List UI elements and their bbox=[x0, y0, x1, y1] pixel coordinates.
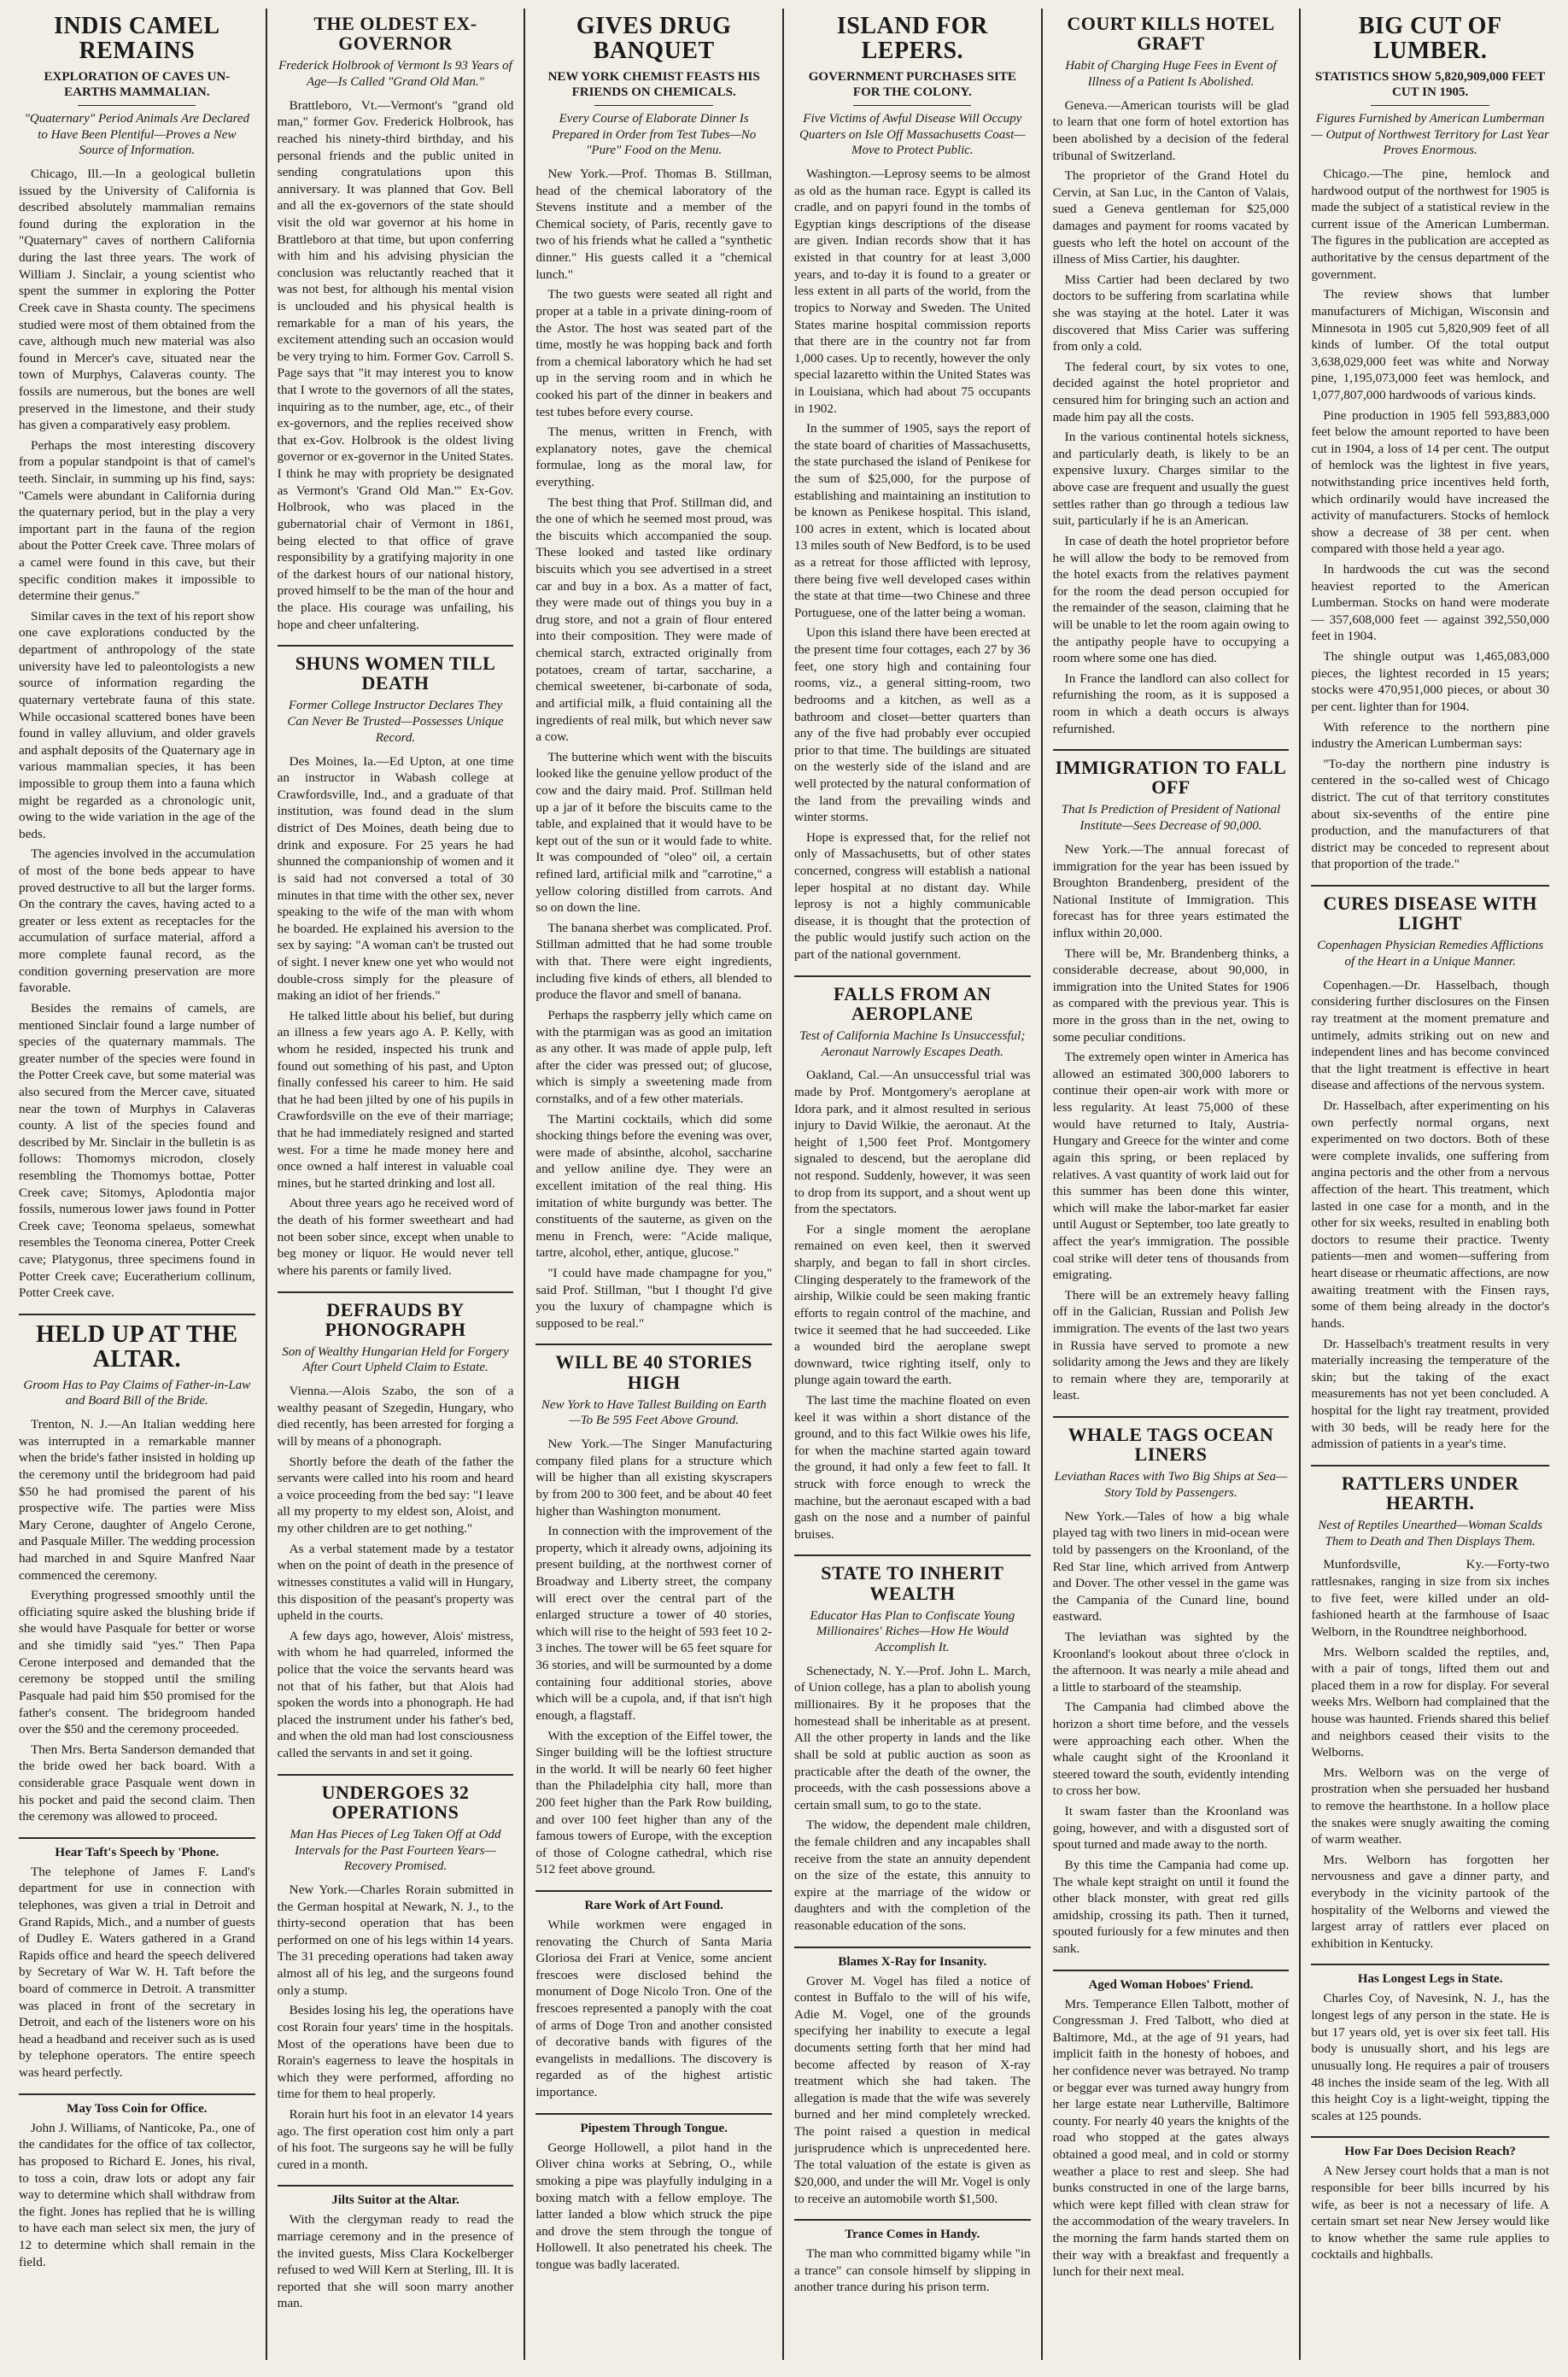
paragraph: He talked little about his belief, but during an illness a few years ago A. P. Kelly, with whom he resided, inspected his trunk and found out something of his past, and Upton finally confessed his career to him. He said that he had been jilted by one of his pupils in Crawfordsville on the eve of their marriage; that he had immediately resigned and started west. For a time he made money here and once owned a half interest in valuable coal mines, but he started drinking and lost all. bbox=[277, 1008, 514, 1191]
article bbox=[535, 14, 772, 1332]
headline: Has Longest Legs in State. bbox=[1357, 1972, 1503, 1987]
article-body bbox=[1311, 166, 1549, 873]
deck: "Quaternary" Period Animals Are Declared to Have Been Plentiful—Proves a New Source of Information. bbox=[24, 111, 250, 158]
paragraph: The best thing that Prof. Stillman did, and the one of which he seemed most proud, was the biscuits which accompanied the soup. These looked and tasted like ordinary biscuits which you see advertised in a street car and buy in a box. As a matter of fact, they were made out of things you buy in a drug store, and not a grain of flour entered into their composition. They were made of chemical starch, extracted originally from potatoes, cream of tartar, saccharine, a chemical sweetener, bi-carbonate of soda, and artificial milk, a fluid containing all the ingredients of real milk, but which never saw a cow. bbox=[535, 495, 772, 745]
rule bbox=[594, 105, 712, 106]
deck: Man Has Pieces of Leg Taken Off at Odd Intervals for the Past Fourteen Years—Recovery Promised. bbox=[290, 1827, 501, 1874]
headline: DEFRAUDS BY PHONOGRAPH bbox=[325, 1298, 466, 1340]
article-separator bbox=[794, 2219, 1031, 2221]
subheadline: STATISTICS SHOW 5,820,909,000 FEET CUT IN 1905. bbox=[1315, 69, 1546, 99]
paragraph: The butterine which went with the biscuits looked like the genuine yellow product of the cow and the dairy maid. Prof. Stillman held up a jar of it before the biscuits came to the table, and explained that it would have to be kept out of the sun or it would fade to white. It was compounded of "oleo" oil, a certain refined lard, artificial milk and "carrotine," a yellow coloring distilled from carrots. And so on down the line. bbox=[535, 749, 772, 916]
paragraph: Mrs. Temperance Ellen Talbott, mother of Congressman J. Fred Talbott, who died at Baltimore, Md., at the age of 91 years, had implicit faith in the honesty of hoboes, and her confidence never was betrayed. No tramp or beggar ever was turned away hungry from her large estate near Lutherville, Baltimore county. For nearly 40 years the knights of the road who stopped at the gates always obtained a good meal, and in cold or stormy weather a place to rest and sleep. She had bunks constructed in one of the large barns, which were kept filled with clean straw for the accommodation of the weary travelers. In the morning the farm hands started them on their way with a breakfast and frequently a lunch for their next meal. bbox=[1052, 1996, 1290, 2280]
article-body bbox=[535, 1917, 772, 2101]
paragraph: Perhaps the raspberry jelly which came on with the ptarmigan was as good an imitation as any other. It was made of apple pulp, left after the cider was pressed out; of glucose, which is simply a sweetening made from cornstalks, and of a few other materials. bbox=[535, 1007, 772, 1106]
paragraph: Dr. Hasselbach's treatment results in very materially increasing the temperature of the skin; but the taking of the exact measurements has not yet been concluded. A hospital for the light ray treatment, provided with 30 beds, will be ready here for the admission of patients in a year's time. bbox=[1311, 1336, 1549, 1452]
deck: That Is Prediction of President of National Institute—Sees Decrease of 90,000. bbox=[1061, 803, 1281, 834]
headline: RATTLERS UNDER HEARTH. bbox=[1341, 1472, 1519, 1513]
deck: Copenhagen Physician Remedies Afflictions of the Heart in a Unique Manner. bbox=[1317, 939, 1544, 969]
article bbox=[794, 2219, 1031, 2296]
article-separator bbox=[19, 1314, 255, 1315]
column-3 bbox=[525, 9, 784, 2360]
deck: Son of Wealthy Hungarian Held for Forgery After Court Upheld Claim to Estate. bbox=[282, 1344, 509, 1375]
paragraph: The agencies involved in the accumulation of most of the bone beds appear to have proved destructive to all but the larger forms. On the contrary the caves, having acted to a greater or less extent as receptacles for the accumulation of surface material, afford a more complete faunal record, as the condition governing preservation are more favorable. bbox=[19, 846, 255, 996]
paragraph: As a verbal statement made by a testator when on the point of death in the presence of witnesses constitutes a valid will in Hungary, this disposition of the peasant's property was upheld in the courts. bbox=[277, 1541, 514, 1624]
headline: WILL BE 40 STORIES HIGH bbox=[555, 1351, 752, 1393]
paragraph: The shingle output was 1,465,083,000 pieces, the lightest recorded in 15 years; stocks were 470,951,000 pieces, or about 30 per cent. lighter than for 1904. bbox=[1311, 649, 1549, 714]
article-separator bbox=[1311, 885, 1549, 887]
paragraph: The banana sherbet was complicated. Prof. Stillman admitted that he had some trouble with that. There were eight ingredients, including five kinds of ethers, all blended to produce the flavor and smell of banana. bbox=[535, 920, 772, 1003]
article-separator bbox=[535, 1344, 772, 1345]
article-body bbox=[1053, 97, 1290, 738]
headline: SHUNS WOMEN TILL DEATH bbox=[295, 653, 496, 694]
paragraph: The extremely open winter in America has allowed an estimated 300,000 laborers to continue their open-air work with more or less regularity. At least 75,000 of these would have returned to Italy, Austria-Hungary and Greece for the winter and come again this spring, or been replaced by relatives. A vast quantity of work laid out for this summer has been done this winter, which will make the labor-market far easier until August or September, too late greatly to affect the year's immigration. The possible coal strike will deter tens of thousands from emigrating. bbox=[1052, 1050, 1290, 1283]
article-body bbox=[278, 1383, 514, 1761]
paragraph: Trenton, N. J.—An Italian wedding here was interrupted in a remarkable manner when the bride's father insisted in holding up the ceremony until the bridegroom had paid $50 he had promised the parent of his prospective wife. The parties were Miss Mary Cerone, daughter of Angelo Cerone, and Pasquale Miller. The wedding procession had marched in and Squire Manfred Naar commenced the ceremony. bbox=[19, 1417, 255, 1583]
newspaper-page bbox=[9, 9, 1559, 2360]
paragraph: Mrs. Welborn has forgotten her nervousness and gave a dinner party, and everybody in the vicinity partook of the hospitality of the Welborns and viewed the largest array of rattlers ever placed on exhibition in Kentucky. bbox=[1311, 1852, 1549, 1951]
paragraph: Chicago.—The pine, hemlock and hardwood output of the northwest for 1905 is made the subject of a statistical review in the current issue of the American Lumberman. The figures in the publication are accepted as authoritative by the census department of the government. bbox=[1311, 167, 1549, 282]
paragraph: Dr. Hasselbach, after experimenting on his own perfectly normal organs, next experimented on two doctors. Both of these were complete invalids, one suffering from angina pectoris and the other from a nervous affection of the heart. This treatment, which lasted in one case for a month, and in the other for six weeks, resulted in enabling both doctors to resume their practice. Twenty patients—men and women—suffering from heart disease or rheumatic affections, are now awaiting treatment with the Finsen rays, some of them being already in the doctor's hands. bbox=[1311, 1098, 1549, 1331]
headline: INDIS CAMEL REMAINS bbox=[54, 13, 220, 65]
headline: UNDERGOES 32 OPERATIONS bbox=[321, 1781, 470, 1823]
article-body bbox=[535, 1436, 772, 1878]
paragraph: Besides losing his leg, the operations have cost Rorain four years' time in the hospitals. Most of the operations have been due to Rorain's eagerness to leave the hospitals in which they were performed, affording no time for them to heal properly. bbox=[277, 2003, 514, 2102]
paragraph: New York.—Tales of how a big whale played tag with two liners in mid-ocean were told by passengers on the Kroonland, of the Red Star line, which arrived from Antwerp and Dover. The other vessel in the game was the Campania of the Cunard line, bound eastward. bbox=[1052, 1508, 1290, 1625]
article bbox=[278, 2185, 514, 2312]
deck: Every Course of Elaborate Dinner Is Prepared in Order from Test Tubes—No "Pure" Food on the Menu. bbox=[551, 111, 757, 158]
paragraph: John J. Williams, of Nanticoke, Pa., one of the candidates for the office of tax collector, has proposed to Richard E. Jones, his rival, to toss a coin, draw lots or adopt any fair way to determine which shall withdraw from the fight. Jones has replied that he is willing to have each man select six men, the jury of 12 to determine which shall remain in the field. bbox=[19, 2120, 255, 2269]
paragraph: In hardwoods the cut was the second heaviest reported to the American Lumberman. Stocks on hand were moderate — 357,608,000 feet — against 392,550,000 feet in 1904. bbox=[1311, 562, 1549, 644]
column-4 bbox=[784, 9, 1043, 2360]
paragraph: Upon this island there have been erected at the present time four cottages, each 27 by 36 feet, one story high and containing four rooms, viz., a general sitting-room, two bedrooms and a kitchen, as well as a bathroom and closet—better quarters than any of the five had probably ever occupied prior to that time. The buildings are situated on the westerly side of the island and are well protected by the natural conformation of the land from the prevailing winds and winter storms. bbox=[793, 625, 1031, 825]
article-body bbox=[1053, 841, 1290, 1404]
paragraph: With the exception of the Eiffel tower, the Singer building will be the loftiest structure in the world. It will be nearly 60 feet higher than the Philadelphia city hall, more than 200 feet higher than the Park Row building, and over 100 feet higher than any of the famous towers of Europe, with the exception of those of Cologne cathedral, which rise 512 feet above ground. bbox=[535, 1728, 772, 1877]
headline: Rare Work of Art Found. bbox=[584, 1899, 723, 1912]
paragraph: The menus, written in French, with explanatory notes, gave the chemical formulae, long as the moral law, for everything. bbox=[535, 424, 772, 489]
paragraph: Copenhagen.—Dr. Hasselbach, though considering further disclosures on the Finsen ray treatment at the moment premature and untimely, admits striking out on new and independent lines and has become convinced that the light treatment is effective in heart disease and affections of the nervous system. bbox=[1311, 977, 1549, 1093]
headline: GIVES DRUG BANQUET bbox=[576, 13, 732, 65]
paragraph: Mrs. Welborn scalded the reptiles, and, with a pair of tongs, lifted them out and placed them in a row for display. For several weeks Mrs. Welborn had complained that the house was haunted. Friends shared this belief and neighbors ceased their visits to the Welborns. bbox=[1311, 1644, 1549, 1760]
deck: Habit of Charging Huge Fees in Event of Illness of a Patient Is Abolished. bbox=[1065, 59, 1277, 89]
deck: Educator Has Plan to Confiscate Young Millionaires' Riches—How He Would Accomplish It. bbox=[810, 1608, 1015, 1655]
article bbox=[794, 975, 1031, 1543]
article bbox=[19, 1314, 255, 1825]
article bbox=[794, 14, 1031, 963]
paragraph: Geneva.—American tourists will be glad to learn that one form of hotel extortion has been abolished by a decision of the federal tribunal of Switzerland. bbox=[1052, 97, 1290, 163]
subheadline: NEW YORK CHEMIST FEASTS HIS FRIENDS ON CHEMICALS. bbox=[547, 69, 760, 99]
deck: Five Victims of Awful Disease Will Occupy Quarters on Isle Off Massachusetts Coast—Move to Protect Public. bbox=[799, 111, 1026, 158]
headline: CURES DISEASE WITH LIGHT bbox=[1323, 893, 1537, 934]
article-separator bbox=[278, 2185, 514, 2187]
article bbox=[535, 1890, 772, 2101]
article-separator bbox=[794, 1554, 1031, 1556]
article-separator bbox=[278, 1291, 514, 1293]
article bbox=[1053, 749, 1290, 1404]
headline: STATE TO INHERIT WEALTH bbox=[821, 1562, 1004, 1604]
paragraph: For a single moment the aeroplane remained on even keel, then it swerved sharply, and began to fall in short circles. Clinging desperately to the framework of the airship, Wilkie could be seen making frantic efforts to regain control of the machine, and twice it seemed that he had succeeded. Like a wounded bird the aeroplane swept downward, twice righting itself, only to plunge again toward the earth. bbox=[793, 1221, 1031, 1388]
headline: Pipestem Through Tongue. bbox=[580, 2121, 728, 2135]
paragraph: Shortly before the death of the father the servants were called into his room and heard a voice proceeding from the bed say: "I leave all my property to my eldest son, Aloist, and my other children are to get nothing." bbox=[277, 1454, 514, 1537]
paragraph: In France the landlord can also collect for refurnishing the room, as it is supposed a room in which a death occurs is always refurnished. bbox=[1052, 670, 1290, 736]
paragraph: There will be, Mr. Brandenberg thinks, a considerable decrease, about 90,000, in immigration into the United States for 1906 as compared with the previous year. This is more in the gross than in the net, owing to some peculiar conditions. bbox=[1052, 946, 1290, 1045]
article bbox=[278, 645, 514, 1279]
subheadline: EXPLORATION OF CAVES UN-EARTHS MAMMALIAN. bbox=[44, 69, 231, 99]
paragraph: Everything progressed smoothly until the officiating squire asked the blushing bride if she would have Pasquale for better or worse and she timidly said "yes." Then Papa Cerone interposed and demanded that the ceremony be stopped until the smiling Pasquale had paid him $50 promised for the father's consent. The bridegroom handed over the $50 and the ceremony proceeded. bbox=[19, 1588, 255, 1737]
paragraph: Munfordsville, Ky.—Forty-two rattlesnakes, ranging in size from six inches to five feet, were killed under an old-fashioned hearth at the farmhouse of Isaac Welborn, in the Roundtree neighborhood. bbox=[1311, 1557, 1549, 1639]
paragraph: There will be an extremely heavy falling off in the Galician, Russian and Polish Jew immigration. The events of the last two years in Russia have served to promote a new solidarity among the Jews and they are likely to remain where they are, temporarily at least. bbox=[1052, 1287, 1290, 1403]
paragraph: With reference to the northern pine industry the American Lumberman says: bbox=[1311, 719, 1549, 752]
paragraph: In the various continental hotels sickness, and particularly death, is likely to be an expensive luxury. Charges similar to the above case are frequent and usually the guest settles rather than go through a tedious law suit, particularly if he is an American. bbox=[1052, 430, 1290, 529]
article-body bbox=[19, 1416, 255, 1825]
paragraph: The man who committed bigamy while "in a trance" can console himself by slipping in another trance during his prison term. bbox=[793, 2246, 1031, 2295]
headline: Trance Comes in Handy. bbox=[845, 2228, 980, 2242]
paragraph: Perhaps the most interesting discovery from a popular standpoint is that of camel's teeth. Sinclair, in summing up his find, says: "Camels were abundant in California during the quaternary period, but in the play a very important part in the fauna of the region about the Potter Creek cave. Three molars of a camel were found in this cave, but their specific condition makes it impossible to determine their genus." bbox=[19, 437, 255, 604]
paragraph: The widow, the dependent male children, the female children and any incapables shall receive from the state an annuity dependent on the size of the estate, this annuity to expire at the marriage of the widow or daughters and with the completion of the reasonable education of the sons. bbox=[793, 1818, 1031, 1933]
article bbox=[278, 14, 514, 633]
subheadline: GOVERNMENT PURCHASES SITE FOR THE COLONY. bbox=[808, 69, 1016, 99]
paragraph: Rorain hurt his foot in an elevator 14 years ago. The first operation cost him only a part of his foot. The surgeons say he will be fully cured in a month. bbox=[277, 2106, 514, 2172]
column-6 bbox=[1301, 9, 1559, 2360]
paragraph: The two guests were seated all right and proper at a table in a private dining-room of the Astor. The host was seated part of the time, mostly he was hopping back and forth from a chemical laboratory which he had set up in the serving room and in which he cooked his part of the dinner in beakers and test tubes before every course. bbox=[535, 287, 772, 419]
paragraph: About three years ago he received word of the death of his former sweetheart and had not been sober since, except when unable to beg money or liquor. He would never tell where his parents or family lived. bbox=[277, 1196, 514, 1278]
article bbox=[1053, 1416, 1290, 1958]
paragraph: In the summer of 1905, says the report of the state board of charities of Massachusetts, the state purchased the island of Penikese for the sum of $25,000, for the purpose of establishing and maintaining an institution to be known as Penikese hospital. This island, 100 acres in extent, which is located about 13 miles south of New Bedford, is to be used as a retreat for those afflicted with leprosy, there being five well developed cases within the state at that time—two Chinese and three Portuguese, one of the latter being a woman. bbox=[793, 421, 1031, 620]
paragraph: Similar caves in the text of his report show one cave explorations conducted by the department of anthropology of the state university have led to paleontologists a new source of information regarding the quaternary vertebrate fauna of this state. While occasional scattered bones have been found in valley alluvium, and older gravels and asphalt deposits of the Quaternary age in various mammalian species, it has been impossible to group them into a fauna which might be regarded as a chronologic unit, owing to the wide variation in the age of the beds. bbox=[19, 608, 255, 841]
article-separator bbox=[278, 1774, 514, 1776]
article-separator bbox=[535, 2113, 772, 2115]
paragraph: Hope is expressed that, for the relief not only of Massachusetts, but of other states concerned, congress will establish a national leper hospital at no distant day. While leprosy is not a highly communicable disease, it is thought that the protection of the public would justify such action on the part of the national government. bbox=[793, 829, 1031, 963]
article bbox=[1311, 1964, 1549, 2124]
deck: Figures Furnished by American Lumberman — Output of Northwest Territory for Last Year Proves Enormous. bbox=[1311, 111, 1549, 158]
article-body bbox=[794, 2245, 1031, 2296]
article-separator bbox=[19, 2093, 255, 2095]
article-body bbox=[1053, 1996, 1290, 2280]
headline: FALLS FROM AN AEROPLANE bbox=[834, 982, 992, 1024]
article bbox=[278, 1774, 514, 2174]
article-body bbox=[278, 753, 514, 1279]
article-body bbox=[278, 97, 514, 634]
article-separator bbox=[1053, 1416, 1290, 1418]
headline: HELD UP AT THE ALTAR. bbox=[36, 1320, 238, 1373]
rule bbox=[78, 105, 196, 106]
article-body bbox=[1311, 977, 1549, 1453]
paragraph: A New Jersey court holds that a man is not responsible for beer bills incurred by his wife, as beer is not a necessary of life. A certain smart set near New Jersey would like to know whether the same rule applies to cocktails and highballs. bbox=[1311, 2163, 1549, 2263]
article-body bbox=[794, 1663, 1031, 1935]
headline: May Toss Coin for Office. bbox=[67, 2101, 208, 2116]
article bbox=[794, 1554, 1031, 1934]
paragraph: New York.—The Singer Manufacturing company filed plans for a structure which will be higher than all existing skyscrapers by from 200 to 300 feet, and be about 40 feet higher than Washington monument. bbox=[535, 1437, 772, 1519]
article-separator bbox=[1311, 1964, 1549, 1965]
article-separator bbox=[794, 1947, 1031, 1948]
article-separator bbox=[19, 1837, 255, 1839]
rule bbox=[1371, 105, 1489, 106]
article-body bbox=[535, 2140, 772, 2274]
paragraph: The telephone of James F. Land's department for use in connection with telephones, was given a trial in Detroit and Grand Rapids, Mich., and a number of guests of Dudley E. Waters gathered in a Grand Rapids office and heard the speech delivered by Secretary of War W. H. Taft before the board of commerce in Detroit. A transmitter was placed in front of the secretary in Detroit, and each of the listeners wore on his head a headband and receiver such as is used by telephone operators. The entire speech was heard perfectly. bbox=[19, 1864, 255, 2081]
article-separator bbox=[535, 1890, 772, 1892]
article bbox=[1311, 1465, 1549, 1953]
article-body bbox=[19, 166, 255, 1302]
headline: IMMIGRATION TO FALL OFF bbox=[1055, 757, 1287, 799]
headline: Blames X-Ray for Insanity. bbox=[838, 1954, 987, 1969]
deck: New York to Have Tallest Building on Earth—To Be 595 Feet Above Ground. bbox=[541, 1397, 767, 1428]
headline: ISLAND FOR LEPERS. bbox=[836, 13, 988, 65]
article-separator bbox=[1053, 749, 1290, 751]
paragraph: By this time the Campania had come up. The whale kept straight on until it found the other black monster, with great red gills amidship, crossing its path. Then it turned, spouted furiously for a few minutes and then sank. bbox=[1052, 1857, 1290, 1956]
paragraph: Brattleboro, Vt.—Vermont's "grand old man," former Gov. Frederick Holbrook, has reached his ninety-third birthday, and his personal friends and the public united in sending congratulations upon this anniversary. It was planned that Gov. Bell and all the ex-governors of the state should visit the old war governor at his home in Brattleboro at that time, but upon conferring with him and his advising physician the conclusion was reluctantly reached that it was not best, for although his mental vision is unclouded and his physical health is remarkable for a man of his years, the excitement attending such an occasion would be very trying to him. Former Gov. Carroll S. Page says that "it may interest you to know that I wrote to the governors of all the states, inquiring as to the number, age, etc., of their ex-governors, and the replies received show that ex-Gov. Holbrook is the oldest living governor or ex-governor in the United States. I think he may with propriety be designated as Vermont's 'Grand Old Man.'" Ex-Gov. Holbrook, who was placed in the gubernatorial chair of Vermont in 1861, being elected to that office of grave responsibility by a gratifying majority in one of the darkest hours of our national history, proved himself to be the man of the hour and the place. His courage was unfailing, his hope and cheer unfaltering. bbox=[277, 97, 514, 632]
article-separator bbox=[794, 975, 1031, 977]
paragraph: Chicago, Ill.—In a geological bulletin issued by the University of California is described absolutely mammalian remains found during the exploration in the "Quaternary" caves of northern California during the last three years. The work of William J. Sinclair, a young scientist who spent the summer in exploring the Potter Creek cave in Shasta county. The specimens studied were most of them obtained from the cave, although much new material was also found in Mercer's cave, situated near the town of Murphys, Calaveras county. The fossils are numerous, but the bones are well preserved in the limestone, and their study has given a comparatively easy problem. bbox=[19, 167, 255, 433]
paragraph: "To-day the northern pine industry is centered in the so-called west of Chicago district. The cut of that territory constitutes about six-sevenths of the entire pine production, and the manufacturers of that district may be conceded to represent about that proportion of the trade." bbox=[1311, 756, 1549, 872]
column-1 bbox=[9, 9, 267, 2360]
paragraph: Washington.—Leprosy seems to be almost as old as the human race. Egypt is called its cradle, and on papyri found in the tombs of Egyptian kings descriptions of the disease are given. Indian records show that it has existed in that country for at least 3,000 years, and to-day it is found to a greater or less extent in all parts of the world, from the tropics to Norway and Sweden. The United States marine hospital commission reports that there are in the country not far from 1,000 cases. Up to recently, however the only special lazaretto within the United States was in Louisiana, which had about 75 occupants in 1902. bbox=[793, 167, 1031, 416]
article-body bbox=[19, 2120, 255, 2270]
article-body bbox=[794, 1973, 1031, 2208]
paragraph: The last time the machine floated on even keel it was within a short distance of the ground, and to this fact Wilkie owes his life, for when the machine started again toward the ground, it had only a few feet to fall. It struck with force enough to wreck the machine, but the aeronaut escaped with a bad gash on the nose and a number of painful bruises. bbox=[793, 1392, 1031, 1542]
article-body bbox=[1053, 1508, 1290, 1958]
headline: Aged Woman Hoboes' Friend. bbox=[1088, 1977, 1254, 1992]
headline: BIG CUT OF LUMBER. bbox=[1358, 13, 1502, 65]
article-separator bbox=[1311, 2136, 1549, 2138]
paragraph: The proprietor of the Grand Hotel du Cervin, at San Luc, in the Canton of Valais, sued a Geneva gentleman for $25,000 damages and payment for rooms vacated by guests who left the hotel on account of the illness of Miss Cartier, his daughter. bbox=[1052, 168, 1290, 267]
paragraph: The Campania had climbed above the horizon a short time before, and the vessels were approaching each other. When the whale caught sight of the Kroonland it steered toward the south, evidently intending to cross her bow. bbox=[1052, 1700, 1290, 1799]
article-body bbox=[1311, 2163, 1549, 2263]
article bbox=[1053, 1970, 1290, 2280]
column-5 bbox=[1043, 9, 1302, 2360]
paragraph: New York.—Prof. Thomas B. Stillman, head of the chemical laboratory of the Stevens institute and a member of the Chemical society, of Paris, recently gave to two of his friends what he called a "synthetic dinner." His guests called it a "chemical lunch." bbox=[535, 167, 772, 282]
paragraph: While workmen were engaged in renovating the Church of Santa Maria Gloriosa dei Frari at Venice, some ancient frescoes were disclosed behind the monument of Doge Nicolo Tron. One of the frescoes represented a panoply with the coat of arms of Doge Tron and another consisted of decorative bands with figures of the evangelists in medallions. The discovery is regarded as of the highest artistic importance. bbox=[535, 1917, 772, 2100]
paragraph: Des Moines, Ia.—Ed Upton, at one time an instructor in Wabash college at Crawfordsville, Ind., and a graduate of that institution, was found dead in the slum district of Des Moines, death being due to drink and exposure. For 25 years he had shunned the companionship of women and it is said had not conversed a total of 30 minutes in that time with the other sex, never speaking to the wife of the man with whom he boarded. He explained his aversion to the sex by saying: "A woman can't be trusted out of sight. I never knew one yet who would not double-cross simply for the pleasure of making an idiot of her friends." bbox=[277, 753, 514, 1004]
column-2 bbox=[267, 9, 526, 2360]
deck: Frederick Holbrook of Vermont Is 93 Years of Age—Is Called "Grand Old Man." bbox=[278, 59, 512, 89]
headline: THE OLDEST EX-GOVERNOR bbox=[313, 13, 477, 55]
deck: Test of California Machine Is Unsuccessful; Aeronaut Narrowly Escapes Death. bbox=[799, 1028, 1026, 1059]
paragraph: Mrs. Welborn was on the verge of prostration when she persuaded her husband to remove the hearthstone. In a hollow place the snakes were snugly awaiting the coming of warm weather. bbox=[1311, 1765, 1549, 1847]
paragraph: A few days ago, however, Alois' mistress, with whom he had quarreled, informed the police that the voice the servants heard was not that of his father, but that Alois had spoken the words into a phonograph. He had placed the instrument under his father's bed, and when the old man had lost consciousness called the servants in and set it going. bbox=[277, 1628, 514, 1760]
article-body bbox=[278, 2211, 514, 2312]
article bbox=[19, 14, 255, 1302]
paragraph: In case of death the hotel proprietor before he will allow the body to be removed from the hotel exacts from the relatives payment for the room the dead person occupied for the remainder of the season, claiming that he will be unable to let the room again owing to the antipathy people have to occupying a room where some one has died. bbox=[1052, 533, 1290, 666]
headline: Jilts Suitor at the Altar. bbox=[331, 2193, 459, 2208]
paragraph: It swam faster than the Kroonland was going, however, and with a disgusted sort of spout turned and made away to the north. bbox=[1052, 1804, 1290, 1853]
article-body bbox=[1311, 1990, 1549, 2124]
paragraph: With the clergyman ready to read the marriage ceremony and in the presence of the invited guests, Miss Clara Kockelberger refused to wed Will Kern at Sterling, Ill. It is reported that she will soon marry another man. bbox=[277, 2212, 514, 2311]
article bbox=[535, 1344, 772, 1878]
deck: Groom Has to Pay Claims of Father-in-Law and Board Bill of the Bride. bbox=[23, 1378, 251, 1408]
paragraph: Schenectady, N. Y.—Prof. John L. March, of Union college, has a plan to abolish young millionaires. By it he proposes that the homestead shall be inheritable as at present. All the other property in lands and the like shall be sold at public auction as soon as practicable after the death of the owner, the proceeds, with the cash possessions above a certain small sum, to go to the state. bbox=[793, 1663, 1031, 1812]
paragraph: The review shows that lumber manufacturers of Michigan, Wisconsin and Minnesota in 1905 cut 5,820,909 feet of all kinds of lumber. Of the total output 3,638,029,000 feet was white and Norway pine, 1,195,073,000 feet was hemlock, and 1,077,807,000 hardwoods of various kinds. bbox=[1311, 287, 1549, 402]
article bbox=[1053, 14, 1290, 737]
deck: Leviathan Races with Two Big Ships at Sea—Story Told by Passengers. bbox=[1054, 1470, 1288, 1500]
article-separator bbox=[1053, 1970, 1290, 1971]
paragraph: New York.—Charles Rorain submitted in the German hospital at Newark, N. J., to the thirty-second operation that has been performed on one of his legs within 14 years. The 31 preceding operations had taken away almost all of his leg, and the surgeons found only a stump. bbox=[277, 1882, 514, 1998]
article-body bbox=[794, 1067, 1031, 1543]
paragraph: George Hollowell, a pilot hand in the Oliver china works at Sebring, O., while smoking a pipe was playfully indulging in a boxing match with a fellow employe. The latter landed a blow which struck the pipe and drove the stem through the tongue of Hollowell. It also penetrated his cheek. The tongue was badly lacerated. bbox=[535, 2140, 772, 2272]
paragraph: Grover M. Vogel has filed a notice of contest in Buffalo to the will of his wife, Adie M. Vogel, one of the grounds specifying her inability to execute a legal documents setting forth that her mind had become affected by reason of X-ray treatment which she had taken. The allegation is made that the wife was severely burned and her mind completely wrecked. The point raised a question in medical jurisprudence which is unprecedented here. The total valuation of the estate is given as $20,000, and under the will Mr. Vogel is only to receive an automobile worth $1,500. bbox=[793, 1973, 1031, 2206]
paragraph: The Martini cocktails, which did some shocking things before the evening was over, were made of absinthe, alcohol, saccharine and yellow aniline dye. They were an excellent imitation of the real thing. His imitation of white burgundy was better. The constituents of the sauterne, as given on the menu in French, were: "Acide malique, tartre, alcohol, ether, antique, glucose." bbox=[535, 1111, 772, 1261]
article bbox=[19, 2093, 255, 2270]
paragraph: "I could have made champagne for you," said Prof. Stillman, "but I thought I'd give you the luxury of champagne which is supposed to be real." bbox=[535, 1266, 772, 1331]
paragraph: Charles Coy, of Navesink, N. J., has the longest legs of any person in the state. He is but 17 years old, yet is over six feet tall. His body is unusually short, and his legs are unusually long. He requires a pair of trousers 48 inches the inside seam of the leg. With all this height Coy is a light-weight, tipping the scales at 125 pounds. bbox=[1311, 1991, 1549, 2123]
paragraph: New York.—The annual forecast of immigration for the year has been issued by Broughton Brandenberg, president of the National Institute of Immigration. This forecast has for three years estimated the influx within 20,000. bbox=[1052, 841, 1290, 940]
paragraph: Pine production in 1905 fell 593,883,000 feet below the amount reported to have been cut in 1904, a loss of 14 per cent. The output of hemlock was the lightest in five years, notwithstanding price incentives held forth, which ordinarily would have increased the activity of manufacturers. Stocks of hemlock show a decrease of 38 per cent. when compared with those held a year ago. bbox=[1311, 407, 1549, 557]
headline: COURT KILLS HOTEL GRAFT bbox=[1067, 13, 1275, 55]
article bbox=[1311, 14, 1549, 873]
article bbox=[1311, 885, 1549, 1453]
article-body bbox=[794, 166, 1031, 963]
article-separator bbox=[278, 645, 514, 647]
article-body bbox=[278, 1882, 514, 2173]
deck: Nest of Reptiles Unearthed—Woman Scalds Them to Death and Then Displays Them. bbox=[1318, 1518, 1543, 1549]
article bbox=[794, 1947, 1031, 2208]
article-body bbox=[1311, 1556, 1549, 1952]
paragraph: Then Mrs. Berta Sanderson demanded that the bride owed her back board. With a considerable grace Pasquale went down in his pocket and paid the second claim. Then the ceremony was allowed to proceed. bbox=[19, 1742, 255, 1824]
rule bbox=[853, 105, 971, 106]
paragraph: Besides the remains of camels, are mentioned Sinclair found a large number of species of the quaternary mammals. The greater number of the species were found in the Potter Creek cave, but some material was also secured from the Mercer cave, situated near the town of Murphys in Calaveras county. A list of the species found and described by Mr. Sinclair in the bulletin is as follows: Thomomys microdon, closely resembling the Thomomys bottae, Potter Creek cave; Sitomys, Aplodontia major fossils, numerous lower jaws found in Potter Creek cave; Teonoma spelaeus, somewhat resembles the Teonoma cinerea, Potter Creek cave; Platygonus, three specimens found in Potter Creek cave; Euceratherium collinum, Potter Creek cave. bbox=[19, 1000, 255, 1301]
paragraph: Miss Cartier had been declared by two doctors to be suffering from scarlatina while she was staying at the hotel. Later it was discovered that Miss Carier was suffering from only a cold. bbox=[1052, 272, 1290, 354]
headline: Hear Taft's Speech by 'Phone. bbox=[55, 1845, 219, 1859]
article bbox=[1311, 2136, 1549, 2263]
article-body bbox=[19, 1864, 255, 2081]
article bbox=[278, 1291, 514, 1762]
paragraph: Vienna.—Alois Szabo, the son of a wealthy peasant of Szegedin, Hungary, who died recently, has been arrested for forging a will by means of a phonograph. bbox=[277, 1384, 514, 1449]
headline: How Far Does Decision Reach? bbox=[1344, 2145, 1516, 2159]
paragraph: In connection with the improvement of the property, which it already owns, adjoining its present building, at the northwest corner of Broadway and Liberty street, the company will erect over the central part of the enlarged structure a tower of 40 stories, which will rise to the height of 593 feet 10 2-3 inches. The tower will be 65 feet square for 36 stories, and will be surmounted by a dome containing four additional stories, above which will be a cupola, and, if that isn't high enough, a flagstaff. bbox=[535, 1524, 772, 1723]
article-separator bbox=[1311, 1465, 1549, 1467]
paragraph: The federal court, by six votes to one, decided against the hotel proprietor and censured him for bringing such an action and made him pay all the costs. bbox=[1052, 359, 1290, 424]
article-body bbox=[535, 166, 772, 1332]
paragraph: Oakland, Cal.—An unsuccessful trial was made by Prof. Montgomery's aeroplane at Idora park, and it almost resulted in serious injury to David Wilkie, the aeronaut. At the height of 1,500 feet Prof. Montgomery signaled to descend, but the aeroplane did not respond. Suddenly, however, it was seen to drop from its support, and a shout went up from the spectators. bbox=[793, 1068, 1031, 1217]
deck: Former College Instructor Declares They Can Never Be Trusted—Possesses Unique Record. bbox=[287, 699, 504, 745]
headline: WHALE TAGS OCEAN LINERS bbox=[1068, 1424, 1274, 1466]
article bbox=[19, 1837, 255, 2081]
article bbox=[535, 2113, 772, 2274]
paragraph: The leviathan was sighted by the Kroonland's lookout about three o'clock in the afternoon. It was nearly a mile ahead and a little to starboard of the steamship. bbox=[1052, 1629, 1290, 1695]
